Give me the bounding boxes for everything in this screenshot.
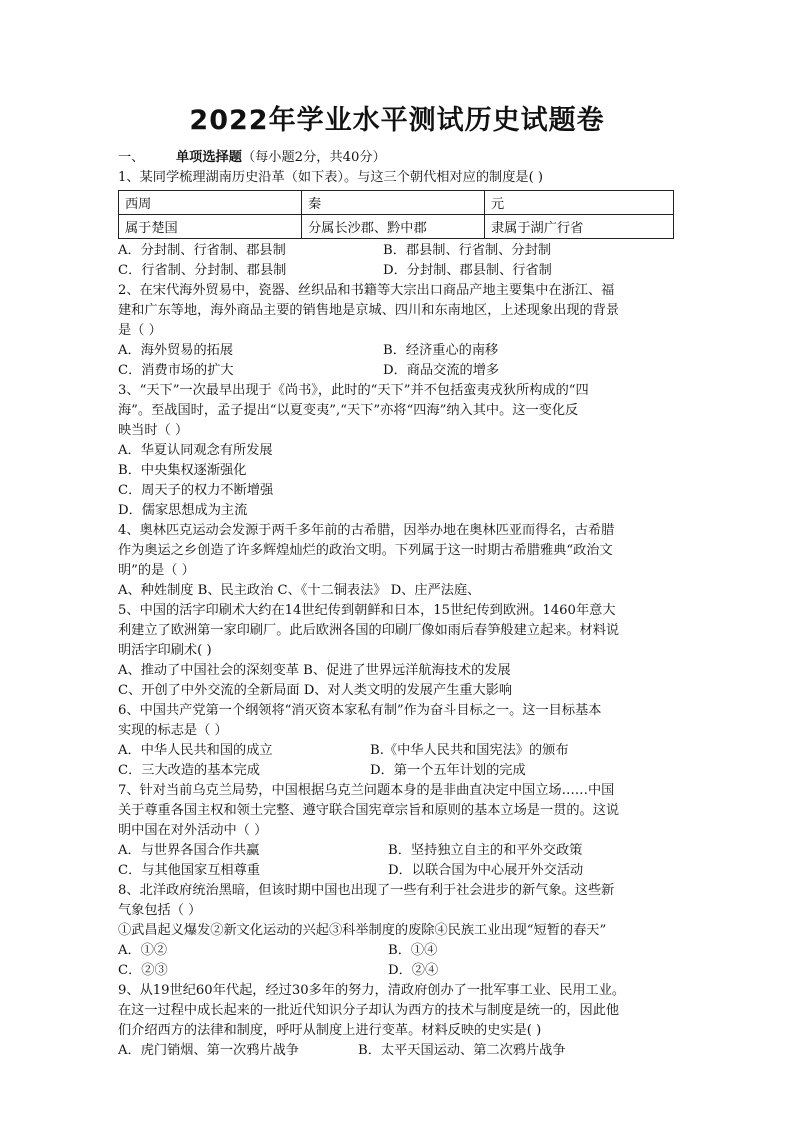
question-4-options[interactable]: A、种姓制度 B、民主政治 C、《十二铜表法》 D、庄严法庭、: [118, 583, 481, 598]
question-1-stem: 1、某同学梳理湖南历史沿革（如下表）。与这三个朝代相对应的制度是( ): [118, 170, 544, 185]
question-9-stem: 9、从19世纪60年代起，经过30多年的努力，清政府创办了一批军事工业、民用工业。: [118, 983, 626, 998]
question-6-stem: 实现的标志是（ ）: [118, 723, 228, 738]
section-title: 单项选择题: [176, 150, 242, 165]
option-c[interactable]: C．行省制、分封制、郡县制: [118, 263, 287, 278]
question-5-stem: 利建立了欧洲第一家印刷厂。此后欧洲各国的印刷厂像如雨后春笋般建立起来。材料说: [118, 623, 620, 638]
option-a[interactable]: A．华夏认同观念有所发展: [118, 443, 273, 458]
question-2-stem: 2、在宋代海外贸易中，瓷器、丝织品和书籍等大宗出口商品产地主要集中在浙江、福: [118, 283, 615, 298]
option-row: [118, 261, 686, 281]
question-7-stem: 关于尊重各国主权和领土完整、遵守联合国宪章宗旨和原则的基本立场是一贯的。这说: [118, 803, 620, 818]
option-b[interactable]: B．郡县制、行省制、分封制: [383, 243, 551, 258]
question-7-stem: 明中国在对外活动中（ ）: [118, 823, 268, 838]
table-row: [119, 215, 674, 239]
section-note: （每小题2分，共40分）: [241, 150, 386, 165]
question-4-stem: 作为奥运之乡创造了许多辉煌灿烂的政治文明。下列属于这一时期古希腊雅典“政治文: [118, 543, 613, 558]
question-9-stem: 们介绍西方的法律和制度，呼吁从制度上进行变革。材料反映的史实是( ): [118, 1023, 542, 1038]
section-number: 一、: [118, 150, 145, 165]
option-b[interactable]: B.《中华人民共和国宪法》的颁布: [370, 743, 569, 758]
option-row: [118, 761, 686, 781]
question-4-stem: 4、奥林匹克运动会发源于两千多年前的古希腊，因举办地在奥林匹亚而得名，古希腊: [118, 523, 615, 538]
question-3-stem: 海”。至战国时，孟子提出“以夏变夷”,“天下”亦将“四海”纳入其中。这一变化反: [118, 403, 579, 418]
table-cell: 秦: [302, 191, 485, 215]
option-d[interactable]: D．分封制、郡县制、行省制: [383, 263, 552, 278]
question-7-stem: 7、针对当前乌克兰局势，中国根据乌克兰问题本身的是非曲直决定中国立场……中国: [118, 783, 615, 798]
question-2-stem: 是（ ）: [118, 323, 162, 338]
option-a[interactable]: A．虎门销烟、第一次鸦片战争: [118, 1043, 299, 1058]
option-b[interactable]: B．坚持独立自主的和平外交政策: [388, 843, 583, 858]
question-5-stem: 明活字印刷术( ): [118, 643, 212, 658]
option-b[interactable]: B．太平天国运动、第二次鸦片战争: [358, 1043, 566, 1058]
question-3-stem: 3、“天下”一次最早出现于《尚书》，此时的“天下”并不包括蛮夷戎狄所构成的“四: [118, 383, 589, 398]
option-d[interactable]: D．以联合国为中心展开外交活动: [388, 863, 584, 878]
option-d[interactable]: D．儒家思想成为主流: [118, 503, 248, 518]
option-d[interactable]: D．②④: [388, 963, 439, 978]
question-8-stem: 8、北洋政府统治黑暗，但该时期中国也出现了一些有利于社会进步的新气象。这些新: [118, 883, 615, 898]
table-cell: 西周: [119, 191, 302, 215]
option-row: [118, 341, 686, 361]
option-b[interactable]: B．经济重心的南移: [383, 343, 499, 358]
table-row: [119, 191, 674, 215]
option-c[interactable]: C．三大改造的基本完成: [118, 763, 260, 778]
question-5-stem: 5、中国的活字印刷术大约在14世纪传到朝鲜和日本，15世纪传到欧洲。1460年意大: [118, 603, 616, 618]
exam-content: [118, 148, 686, 1061]
question-8-stem: 气象包括（ ）: [118, 903, 202, 918]
exam-title: 2022年学业水平测试历史试题卷: [189, 105, 605, 136]
question-4-stem: 明”的是（ ）: [118, 563, 195, 578]
table-cell: 属于楚国: [119, 215, 302, 239]
option-row-ab[interactable]: A、推动了中国社会的深刻变革 B、促进了世界远洋航海技术的发展: [118, 663, 511, 678]
option-row: [118, 941, 686, 961]
option-d[interactable]: D．第一个五年计划的完成: [370, 763, 526, 778]
question-2-stem: 建和广东等地，海外商品主要的销售地是京城、四川和东南地区，上述现象出现的背景: [118, 303, 620, 318]
option-a[interactable]: A．①②: [118, 943, 168, 958]
option-a[interactable]: A．与世界各国合作共赢: [118, 843, 260, 858]
option-c[interactable]: C．与其他国家互相尊重: [118, 863, 260, 878]
option-row: [118, 961, 686, 981]
table-cell: 元: [485, 191, 674, 215]
question-6-stem: 6、中国共产党第一个纲领将“消灭资本家私有制”作为奋斗目标之一。这一目标基本: [118, 703, 602, 718]
table-cell: 隶属于湖广行省: [485, 215, 674, 239]
option-a[interactable]: A．海外贸易的拓展: [118, 343, 234, 358]
option-b[interactable]: B．中央集权逐渐强化: [118, 463, 247, 478]
question-9-stem: 在这一过程中成长起来的一批近代知识分子却认为西方的技术与制度是统一的，因此他: [118, 1003, 620, 1018]
question-8-items: ①武昌起义爆发②新文化运动的兴起③科举制度的废除④民族工业出现“短暂的春天”: [118, 923, 607, 938]
option-d[interactable]: D．商品交流的增多: [383, 363, 500, 378]
table-cell: 分属长沙郡、黔中郡: [302, 215, 485, 239]
history-table: [118, 190, 674, 239]
option-a[interactable]: A．分封制、行省制、郡县制: [118, 243, 286, 258]
option-row: [118, 841, 686, 861]
section-heading: [118, 148, 686, 168]
option-c[interactable]: C．周天子的权力不断增强: [118, 483, 274, 498]
option-row: [118, 361, 686, 381]
option-row: [118, 861, 686, 881]
option-b[interactable]: B．①④: [388, 943, 438, 958]
option-c[interactable]: C．②③: [118, 963, 168, 978]
option-c[interactable]: C．消费市场的扩大: [118, 363, 234, 378]
option-row: [118, 241, 686, 261]
option-row: [118, 741, 686, 761]
option-row-cd[interactable]: C、开创了中外交流的全新局面 D、对人类文明的发展产生重大影响: [118, 683, 513, 698]
question-3-stem: 映当时（ ）: [118, 423, 189, 438]
option-a[interactable]: A．中华人民共和国的成立: [118, 743, 273, 758]
option-row: [118, 1041, 686, 1061]
